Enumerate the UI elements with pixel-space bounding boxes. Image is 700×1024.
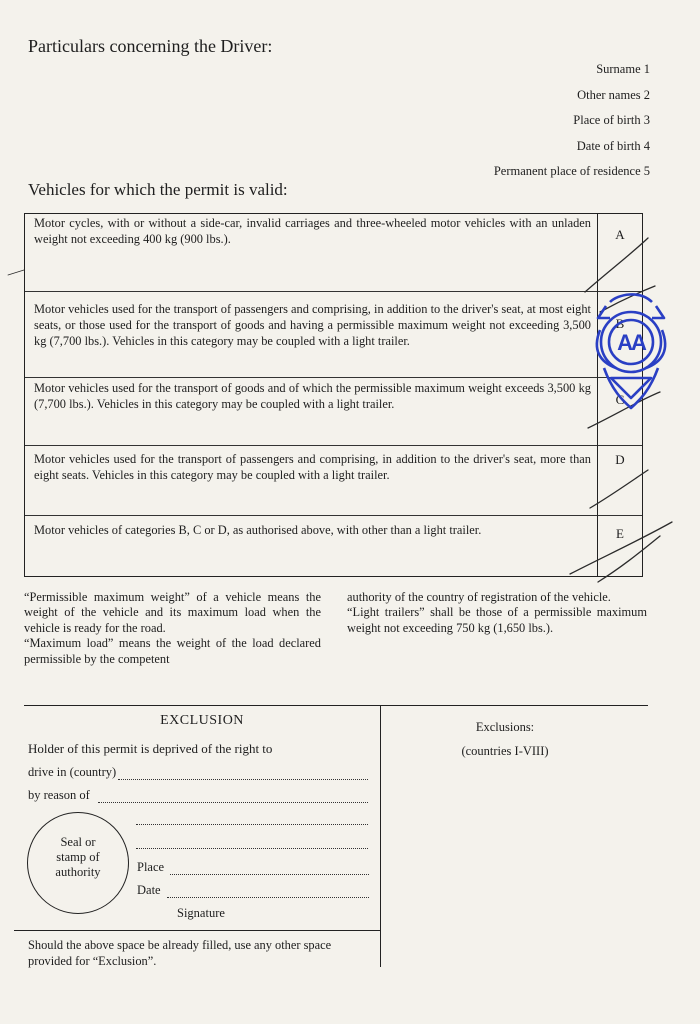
- category-row-a-text: Motor cycles, with or without a side-car, invalid carriages and three-wheeled motor vehicles with an unladen weight not exceeding 400 kg (900 lbs.).: [25, 214, 597, 292]
- driver-section-title: Particulars concerning the Driver:: [28, 36, 273, 56]
- definition-maximum-load: “Maximum load” means the weight of the load declared permissible by the competent: [24, 636, 321, 666]
- field-date-of-birth: Date of birth 4: [576, 138, 650, 153]
- aa-stamp-text: AA: [617, 330, 645, 355]
- category-row-d-text: Motor vehicles used for the transport of passengers and comprising, in addition to the driver's seat, more than eight seats. Vehicles in this category may be coupled with a light trailer.: [25, 446, 597, 516]
- vehicles-section-title: Vehicles for which the permit is valid:: [28, 180, 288, 199]
- category-letter-b: B: [597, 292, 642, 378]
- seal-text-line-2: stamp of: [56, 850, 100, 864]
- category-letter-e: E: [597, 516, 642, 576]
- category-row-b-text: Motor vehicles used for the transport of passengers and comprising, in addition to the driver's seat, at most eight seats, or those used for the transport of goods and having a permissible maximum weight not exceeding 3,500 kg (7,700 lbs.). Vehicles in this category may be coupled with a light trailer.: [25, 292, 597, 378]
- signature-label: Signature: [177, 906, 225, 920]
- definition-authority-continued: authority of the country of registration of the vehicle.: [347, 590, 611, 604]
- by-reason-label: by reason of: [28, 788, 90, 802]
- date-label: Date: [137, 883, 161, 897]
- exclusions-right-title: Exclusions:: [475, 720, 535, 734]
- category-row-e-text: Motor vehicles of categories B, C or D, as authorised above, with other than a light trailer.: [34, 523, 482, 537]
- field-other-names: Other names 2: [577, 87, 650, 102]
- field-residence: Permanent place of residence 5: [493, 164, 650, 178]
- margin-mark: [8, 270, 24, 275]
- seal-text-line-3: authority: [55, 865, 101, 879]
- category-c-pen-stroke: [588, 392, 660, 428]
- field-surname: Surname 1: [596, 62, 650, 76]
- category-letter-d: D: [597, 446, 642, 516]
- exclusion-holder-text: Holder of this permit is deprived of the right to: [28, 741, 273, 756]
- definition-light-trailers: “Light trailers” shall be those of a permissible maximum weight not exceeding 750 kg (1,650 lbs.).: [347, 605, 647, 635]
- category-d-pen-stroke: [590, 470, 648, 508]
- field-place-of-birth: Place of birth 3: [573, 113, 650, 127]
- drive-in-label: drive in (country): [28, 765, 117, 779]
- category-e-pen-stroke-2: [598, 536, 660, 582]
- category-letter-c: C: [597, 378, 642, 446]
- place-label: Place: [137, 860, 165, 874]
- definition-permissible-weight: “Permissible maximum weight” of a vehicle means the weight of the vehicle and its maximum load when the vehicle is ready for the road.: [24, 590, 321, 635]
- exclusions-right-subtitle: (countries I-VIII): [461, 744, 549, 758]
- category-row-c-text: Motor vehicles used for the transport of goods and of which the permissible maximum weight exceeds 3,500 kg (7,700 lbs.). Vehicles in this category may be coupled with a light trailer.: [25, 378, 597, 446]
- exclusion-title: EXCLUSION: [160, 713, 244, 728]
- category-letter-a: A: [597, 214, 642, 292]
- seal-text-line-1: Seal or: [60, 835, 96, 849]
- category-a-pen-stroke: [585, 238, 648, 292]
- exclusion-note: Should the above space be already filled, use any other space provided for “Exclusion”.: [28, 938, 332, 968]
